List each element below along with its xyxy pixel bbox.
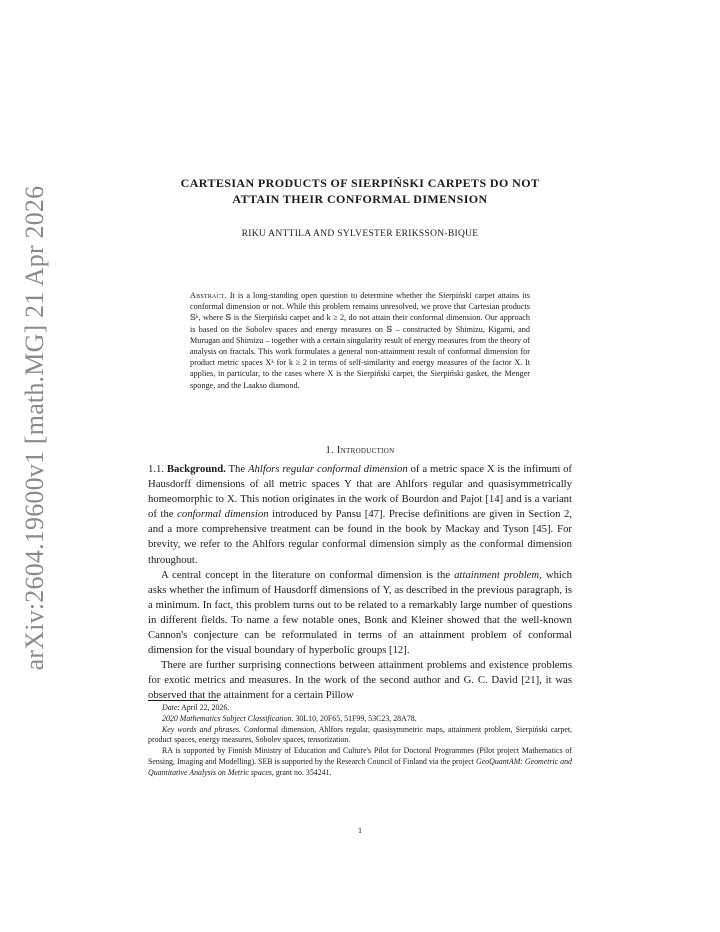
paper-authors: RIKU ANTTILA AND SYLVESTER ERIKSSON-BIQUE <box>241 229 479 239</box>
para1-emphasis-2: conformal dimension <box>177 508 269 521</box>
arxiv-sidebar-stamp <box>14 175 56 680</box>
para2-text-1: A central concept in the literature on conformal dimension is the <box>161 568 455 581</box>
section-heading-introduction: 1. Introduction <box>325 445 395 456</box>
para1-text-1: The <box>225 463 249 475</box>
para2-text-2: , which asks whether the infimum of Hausdorff dimensions of Y, as described in the previous paragraph, is a minimum. In fact, this problem turns out to be related to a remarkably large number of questions in different fields. To name a few notable ones, Bonk and Kleiner showed that the well-known Cannon's conjecture can be reformulated in terms of an attainment problem of conformal dimension for the visual boundary of hyperbolic groups [12]. <box>148 568 572 657</box>
title-line-2: ATTAIN THEIR CONFORMAL DIMENSION <box>232 191 488 206</box>
footnote-msc <box>148 714 572 725</box>
msc-label-wrap <box>162 714 294 723</box>
footnote-keywords <box>148 725 572 747</box>
funding-text-1: RA is supported by Finnish Ministry of Education and Culture's Pilot for Doctoral Programmes (Pilot project Mathematics of Sensing, Imaging and Modelling). SEB is supported by the Research Council of Finland via the project <box>148 746 572 766</box>
paper-title <box>148 176 572 207</box>
abstract <box>190 290 530 391</box>
title-line-1: CARTESIAN PRODUCTS OF SIERPIŃSKI CARPETS DO NOT <box>180 176 540 190</box>
msc-label: 2020 Mathematics Subject Classification. <box>162 713 294 723</box>
date-value: : April 22, 2026. <box>177 703 230 712</box>
keywords-label: Key words and phrases. <box>162 724 241 734</box>
funding-text-2: , grant no. 354241. <box>271 767 332 777</box>
footnote-date <box>148 703 572 714</box>
msc-value: 30L10, 20F65, 51F99, 53C23, 28A78. <box>293 713 417 723</box>
footnote-divider <box>148 700 218 701</box>
footnotes <box>148 703 572 779</box>
subsection-title: Background. <box>166 463 226 475</box>
page-number: 1 <box>358 826 362 835</box>
para1-emphasis-1: Ahlfors regular conformal dimension <box>248 463 408 475</box>
arxiv-identifier: arXiv:2604.19600v1 [math.MG] 21 Apr 2026 <box>20 185 49 670</box>
funding-project-name: GeoQuantAM: Geometric and Quantitative Analysis on Metric spaces <box>148 756 572 777</box>
paragraph-attainment <box>148 568 572 659</box>
paragraph-background <box>148 462 572 568</box>
para2-emphasis-1: attainment problem <box>454 568 540 581</box>
footnote-funding <box>148 746 572 778</box>
date-label: Date <box>162 703 178 712</box>
body-text <box>148 462 572 704</box>
para1-text-2: of a metric space X is the infimum of Hausdorff dimensions of all metric spaces Y that are Ahlfors regular and quasisymmetrically homeomorphic to X. This notion originates in the work of Bourdon and Pajot [14] and is a variant of the <box>148 463 572 521</box>
abstract-label: Abstract. <box>190 291 227 300</box>
paragraph-connections: There are further surprising connections between attainment problems and existence problems for exotic metrics and measures. In the work of the second author and G. C. David [21], it was observed that the attainment for a certain Pillow <box>148 659 572 702</box>
abstract-text: It is a long-standing open question to determine whether the Sierpiński carpet attains its conformal dimension or not. While this problem remains unresolved, we prove that Cartesian products 𝕊ᵏ, where 𝕊 is the Sierpiński carpet and k ≥ 2, do not attain their conformal dimension. Our approach is based on the Sobolev spaces and energy measures on 𝕊 – constructed by Shimizu, Kigami, and Murugan and Shimizu – together with a certain singularity result of energy measures from the theory of analysis on fractals. This work formulates a general non-attainment result of conformal dimension for product metric spaces Xᵏ for k ≥ 2 in terms of self-similarity and energy measures of the factor X. It applies, in particular, to the cases where X is the Sierpiński carpet, the Sierpiński gasket, the Menger sponge, and the Laakso diamond. <box>190 291 530 390</box>
keywords-value: Conformal dimension, Ahlfors regular, quasisymmetric maps, attainment problem, Sierpiński carpet, product spaces, energy measures, Sobolev spaces, tensorization. <box>148 724 573 745</box>
subsection-number: 1.1. <box>148 463 165 475</box>
para1-text-3: introduced by Pansu [47]. Precise definitions are given in Section 2, and a more comprehensive treatment can be found in the book by Mackay and Tyson [45]. For brevity, we refer to the Ahlfors regular conformal dimension simply as the conformal dimension throughout. <box>148 508 573 566</box>
